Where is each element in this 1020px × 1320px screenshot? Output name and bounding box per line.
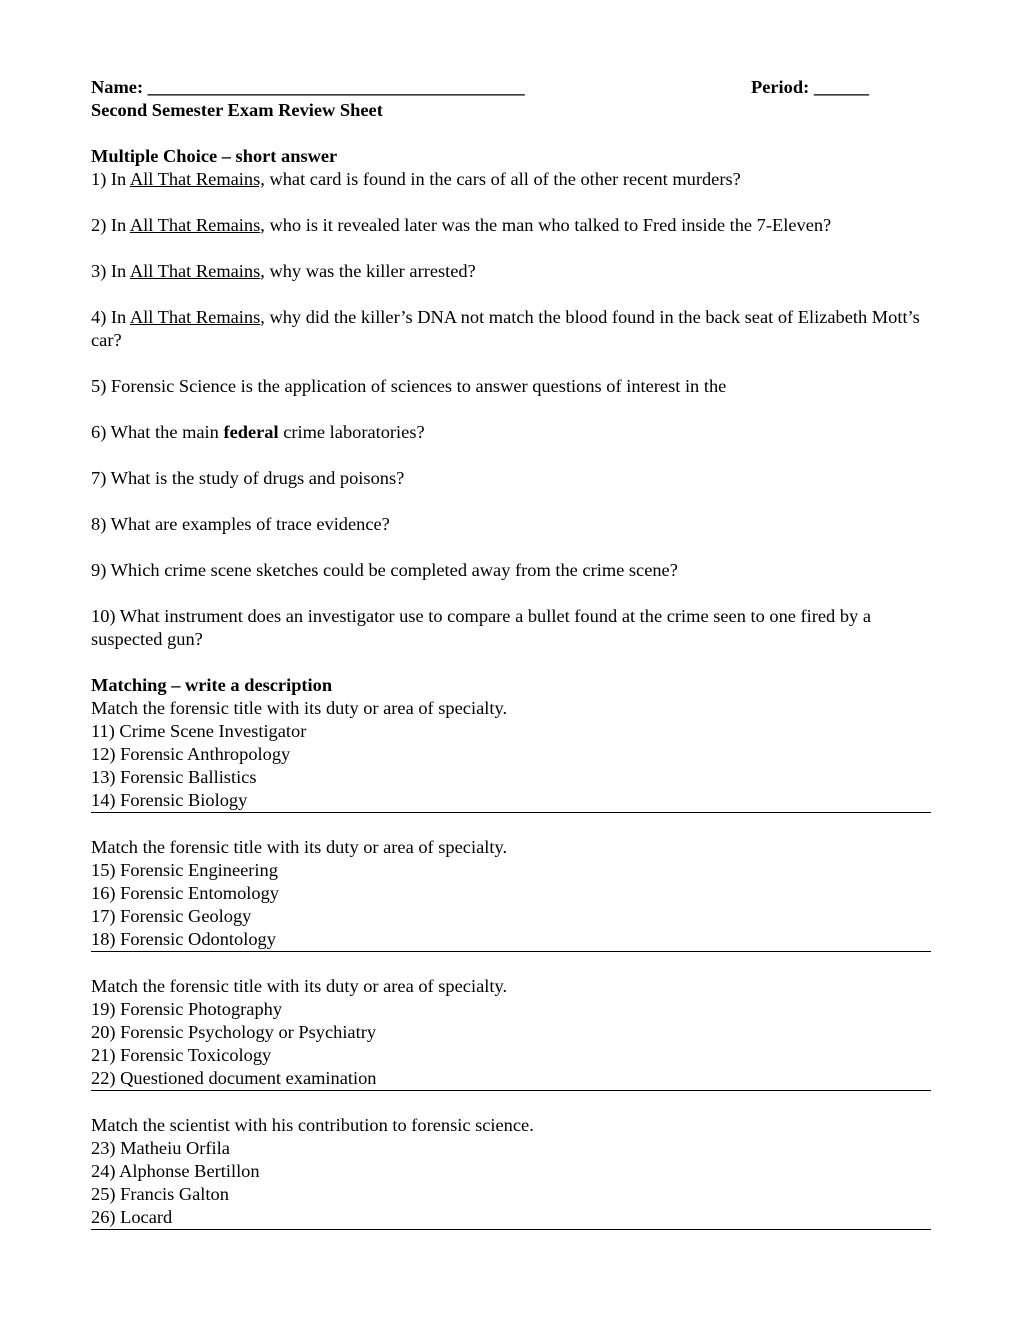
matching-item: 22) Questioned document examination <box>91 1068 377 1088</box>
question-5: 5) Forensic Science is the application of sciences to answer questions of interest in the <box>91 376 727 396</box>
question-3 <box>91 260 931 283</box>
question-1 <box>91 168 931 191</box>
matching-item: 11) Crime Scene Investigator <box>91 721 307 741</box>
matching-group <box>91 836 931 952</box>
matching-item: 25) Francis Galton <box>91 1184 229 1204</box>
matching-instruction: Match the forensic title with its duty or area of specialty. <box>91 976 508 996</box>
question-9: 9) Which crime scene sketches could be completed away from the crime scene? <box>91 560 678 580</box>
question-10: 10) What instrument does an investigator use to compare a bullet found at the crime seen to one fired by a suspected gun? <box>91 606 872 649</box>
book-title: All That Remains, <box>129 169 265 189</box>
matching-heading: Matching – write a description <box>91 675 333 695</box>
period-field[interactable]: Period: ______ <box>751 77 869 97</box>
matching-group <box>91 697 931 813</box>
matching-group <box>91 1114 931 1230</box>
question-3-text: , why was the killer arrested? <box>260 261 476 281</box>
page-title: Second Semester Exam Review Sheet <box>91 100 383 120</box>
book-title: All That Remains <box>129 307 261 327</box>
matching-item: 23) Matheiu Orfila <box>91 1138 230 1158</box>
question-6-prefix: 6) What the main <box>91 422 224 442</box>
question-4 <box>91 306 931 352</box>
matching-item: 16) Forensic Entomology <box>91 883 279 903</box>
matching-item: 20) Forensic Psychology or Psychiatry <box>91 1022 377 1042</box>
name-field[interactable]: Name: _________________________________________ <box>91 77 525 97</box>
question-3-prefix: 3) In <box>91 261 130 281</box>
question-1-text: what card is found in the cars of all of the other recent murders? <box>264 169 741 189</box>
question-8: 8) What are examples of trace evidence? <box>91 514 390 534</box>
question-7: 7) What is the study of drugs and poisons? <box>91 468 405 488</box>
matching-instruction: Match the forensic title with its duty or area of specialty. <box>91 837 508 857</box>
question-4-prefix: 4) In <box>91 307 130 327</box>
matching-group <box>91 975 931 1091</box>
matching-item: 17) Forensic Geology <box>91 906 252 926</box>
worksheet-page <box>91 76 931 1230</box>
matching-item: 14) Forensic Biology <box>91 790 248 810</box>
matching-item: 24) Alphonse Bertillon <box>91 1161 260 1181</box>
question-6-emphasis: federal <box>223 422 279 442</box>
matching-instruction: Match the scientist with his contribution to forensic science. <box>91 1115 534 1135</box>
question-1-prefix: 1) In <box>91 169 130 189</box>
matching-item: 26) Locard <box>91 1207 173 1227</box>
header <box>91 76 931 99</box>
matching-item: 19) Forensic Photography <box>91 999 283 1019</box>
question-6-text: crime laboratories? <box>278 422 425 442</box>
question-2 <box>91 214 931 237</box>
question-2-prefix: 2) In <box>91 215 130 235</box>
question-6 <box>91 421 931 444</box>
matching-item: 13) Forensic Ballistics <box>91 767 257 787</box>
question-2-text: , who is it revealed later was the man who talked to Fred inside the 7-Eleven? <box>260 215 832 235</box>
matching-item: 15) Forensic Engineering <box>91 860 278 880</box>
matching-instruction: Match the forensic title with its duty or area of specialty. <box>91 698 508 718</box>
book-title: All That Remains <box>129 215 261 235</box>
question-4-text: , why did the killer’s DNA not match the blood found in the back seat of Elizabeth Mott’s car? <box>91 307 920 350</box>
book-title: All That Remains <box>129 261 261 281</box>
matching-item: 12) Forensic Anthropology <box>91 744 291 764</box>
matching-item: 18) Forensic Odontology <box>91 929 276 949</box>
mc-heading: Multiple Choice – short answer <box>91 146 338 166</box>
matching-item: 21) Forensic Toxicology <box>91 1045 272 1065</box>
